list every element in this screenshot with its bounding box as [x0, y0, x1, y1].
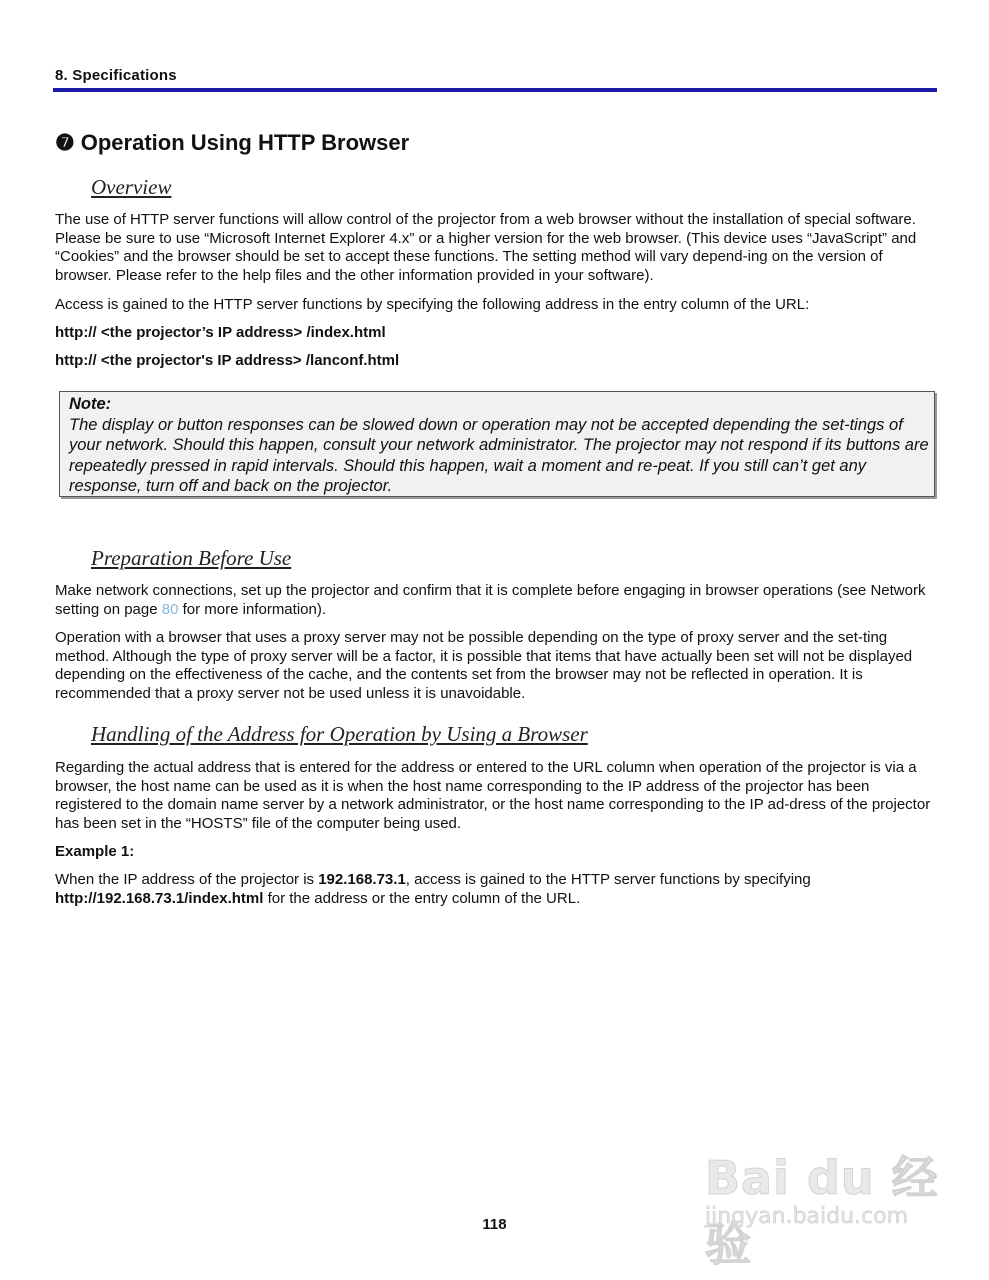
- watermark-logo: Bai du 经验: [705, 1151, 939, 1271]
- example-label: Example 1:: [55, 843, 135, 860]
- note-title: Note:: [69, 395, 112, 413]
- handling-heading: Handling of the Address for Operation by Using a Browser: [91, 722, 588, 746]
- running-header: 8. Specifications: [55, 67, 177, 84]
- section-title-text: Operation Using HTTP Browser: [80, 130, 410, 155]
- header-rule: [53, 88, 937, 92]
- example-text-2: , access is gained to the HTTP server functions by specifying: [405, 871, 811, 888]
- example-text-3: for the address or the entry column of the URL.: [263, 889, 581, 907]
- handling-paragraph: Regarding the actual address that is entered for the address or entered to the URL column when operation of the projector is via a browser, the host name can be used as it is when the host name corresponding to the IP address of the projector has been registered to the domain name server by a network administrator, or the host name corresponding to the IP ad-dress of the projector has been set in the “HOSTS” file of the computer being used.: [55, 759, 931, 832]
- preparation-paragraph-1: [55, 582, 935, 619]
- section-number-icon: ❼: [55, 130, 75, 155]
- prep-text-after: for more information).: [178, 600, 326, 618]
- preparation-heading: Preparation Before Use: [91, 546, 292, 570]
- watermark-url: jingyan.baidu.com: [705, 1204, 909, 1229]
- note-box: [59, 391, 935, 497]
- page-number: 118: [482, 1216, 507, 1233]
- page-link[interactable]: 80: [161, 600, 179, 618]
- access-paragraph: Access is gained to the HTTP server functions by specifying the following address in the entry column of the URL:: [55, 296, 810, 313]
- preparation-paragraph-2: Operation with a browser that uses a proxy server may not be possible depending on the type of proxy server and the set-ting method. Although the type of proxy server will be a factor, it is possible that items that have actually been set will not be displayed depending on the effectiveness of the cache, and the contents set from the browser may not be reflected in operation. It is recommended that a proxy server not be used unless it is unavoidable.: [55, 629, 913, 702]
- url-index: http:// <the projector’s IP address> /index.html: [55, 324, 386, 341]
- section-title: [55, 130, 409, 156]
- note-text: The display or button responses can be slowed down or operation may not be accepted depending the set-tings of your network. Should this happen, consult your network administrator. The projector may not respond if its buttons are repeatedly pressed in rapid intervals. Should this happen, wait a moment and re-peat. If you still can’t get any response, turn off and back on the projector.: [69, 415, 929, 496]
- url-lanconf: http:// <the projector's IP address> /lanconf.html: [55, 352, 400, 369]
- example-text-1: When the IP address of the projector is: [55, 871, 319, 888]
- prep-text-before: Make network connections, set up the projector and confirm that it is complete before engaging in browser operations (see Network setting on page: [55, 582, 926, 618]
- example-paragraph: [55, 871, 935, 908]
- overview-paragraph: The use of HTTP server functions will allow control of the projector from a web browser without the installation of special software. Please be sure to use “Microsoft Internet Explorer 4.x” or a higher version for the web browser. (This device uses “JavaScript” and “Cookies” and the browser should be set to accept these functions. The setting method will vary depend-ing on the version of browser. Please refer to the help files and the other information provided in your software).: [55, 211, 917, 284]
- example-url: http://192.168.73.1/index.html: [55, 889, 264, 907]
- example-ip: 192.168.73.1: [318, 871, 406, 888]
- overview-heading: Overview: [91, 175, 172, 199]
